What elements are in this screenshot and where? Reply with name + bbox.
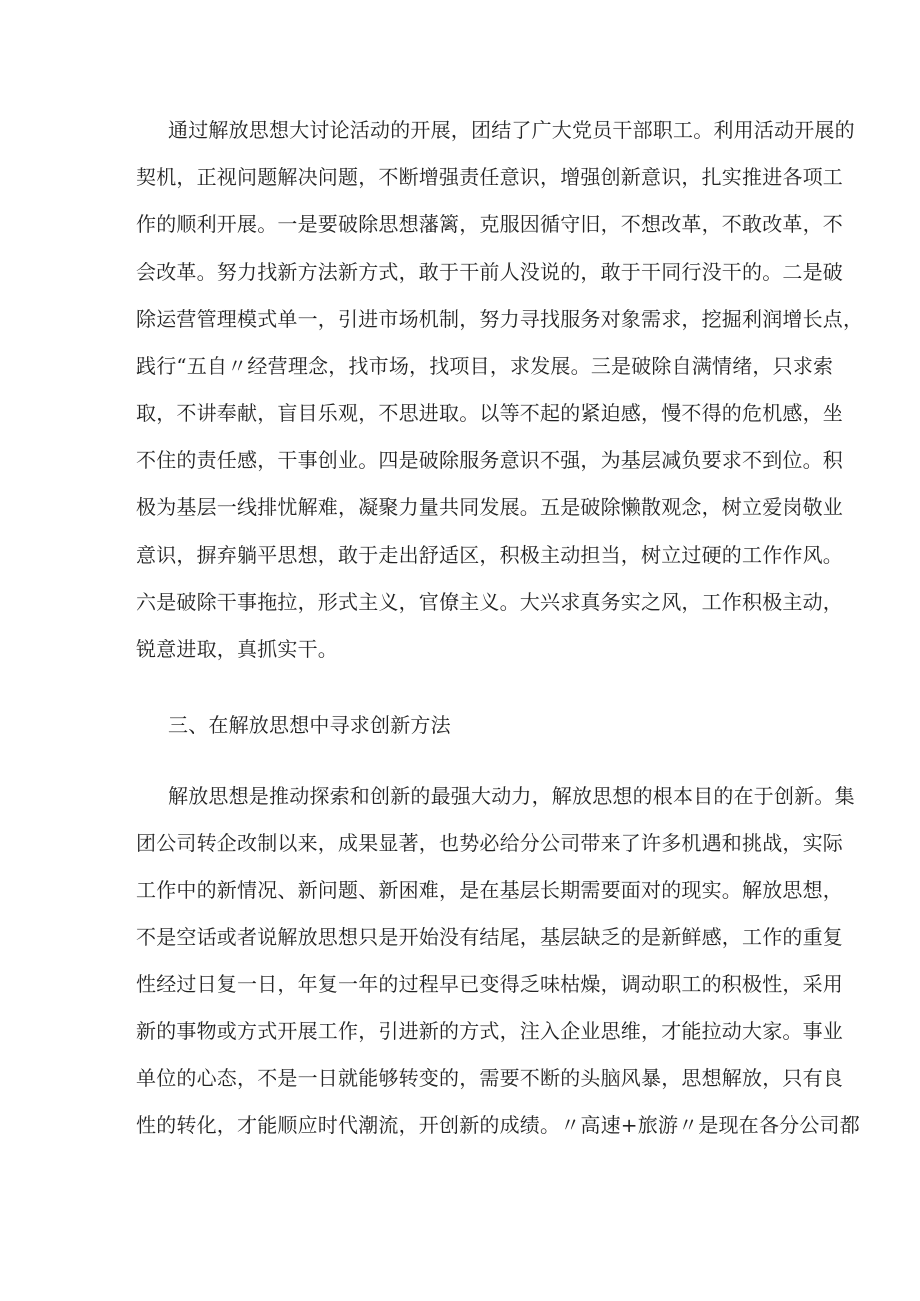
paragraph-2-line-2: 团公司转企改制以来，成果显著，也势必给分公司带来了许多机遇和挑战，实际: [136, 831, 843, 855]
paragraph-1-line-4: 会改革。努力找新方法新方式，敢于干前人没说的，敢于干同行没干的。二是破: [136, 260, 843, 284]
paragraph-1-line-3: 作的顺利开展。一是要破除思想藩篱，克服因循守旧，不想改革，不敢改革，不: [136, 212, 843, 236]
paragraph-1-line-2: 契机，正视问题解决问题，不断增强责任意识，增强创新意识，扎实推进各项工: [136, 165, 843, 189]
section-heading: 三、在解放思想中寻求创新方法: [168, 713, 451, 737]
paragraph-2-line-8: 性的转化，才能顺应时代潮流，开创新的成绩。〃高速+旅游〃是现在各分公司都: [136, 1113, 860, 1137]
paragraph-2-line-1: 解放思想是推动探索和创新的最强大动力，解放思想的根本目的在于创新。集: [168, 784, 855, 808]
paragraph-1-line-1: 通过解放思想大讨论活动的开展，团结了广大党员干部职工。利用活动开展的: [168, 118, 855, 142]
paragraph-1-line-6: 践行“五自〃经营理念，找市场，找项目，求发展。三是破除自满情绪，只求索: [136, 354, 834, 378]
paragraph-2-line-6: 新的事物或方式开展工作，引进新的方式，注入企业思维，才能拉动大家。事业: [136, 1019, 843, 1043]
paragraph-1-line-8: 不住的责任感，干事创业。四是破除服务意识不强，为基层减负要求不到位。积: [136, 448, 843, 472]
paragraph-2-line-7: 单位的心态，不是一日就能够转变的，需要不断的头脑风暴，思想解放，只有良: [136, 1066, 843, 1090]
paragraph-1-line-12: 锐意进取，真抓实干。: [136, 637, 338, 661]
paragraph-1-line-11: 六是破除干事拖拉，形式主义，官僚主义。大兴求真务实之风，工作积极主动，: [136, 590, 843, 614]
paragraph-1-line-7: 取，不讲奉献，盲目乐观，不思进取。以等不起的紧迫感，慢不得的危机感，坐: [136, 401, 843, 425]
paragraph-2-line-4: 不是空话或者说解放思想只是开始没有结尾，基层缺乏的是新鲜感，工作的重复: [136, 925, 843, 949]
paragraph-2-line-5: 性经过日复一日，年复一年的过程早已变得乏味枯燥，调动职工的积极性，采用: [136, 972, 843, 996]
paragraph-1-line-5: 除运营管理模式单一，引进市场机制，努力寻找服务对象需求，挖掘利润增长点，: [136, 307, 864, 331]
paragraph-1-line-9: 极为基层一线排忧解难，凝聚力量共同发展。五是破除懒散观念，树立爱岗敬业: [136, 495, 843, 519]
paragraph-2-line-3: 工作中的新情况、新问题、新困难，是在基层长期需要面对的现实。解放思想，: [136, 878, 843, 902]
paragraph-1-line-10: 意识，摒弃躺平思想，敢于走出舒适区，积极主动担当，树立过硬的工作作风。: [136, 543, 843, 567]
